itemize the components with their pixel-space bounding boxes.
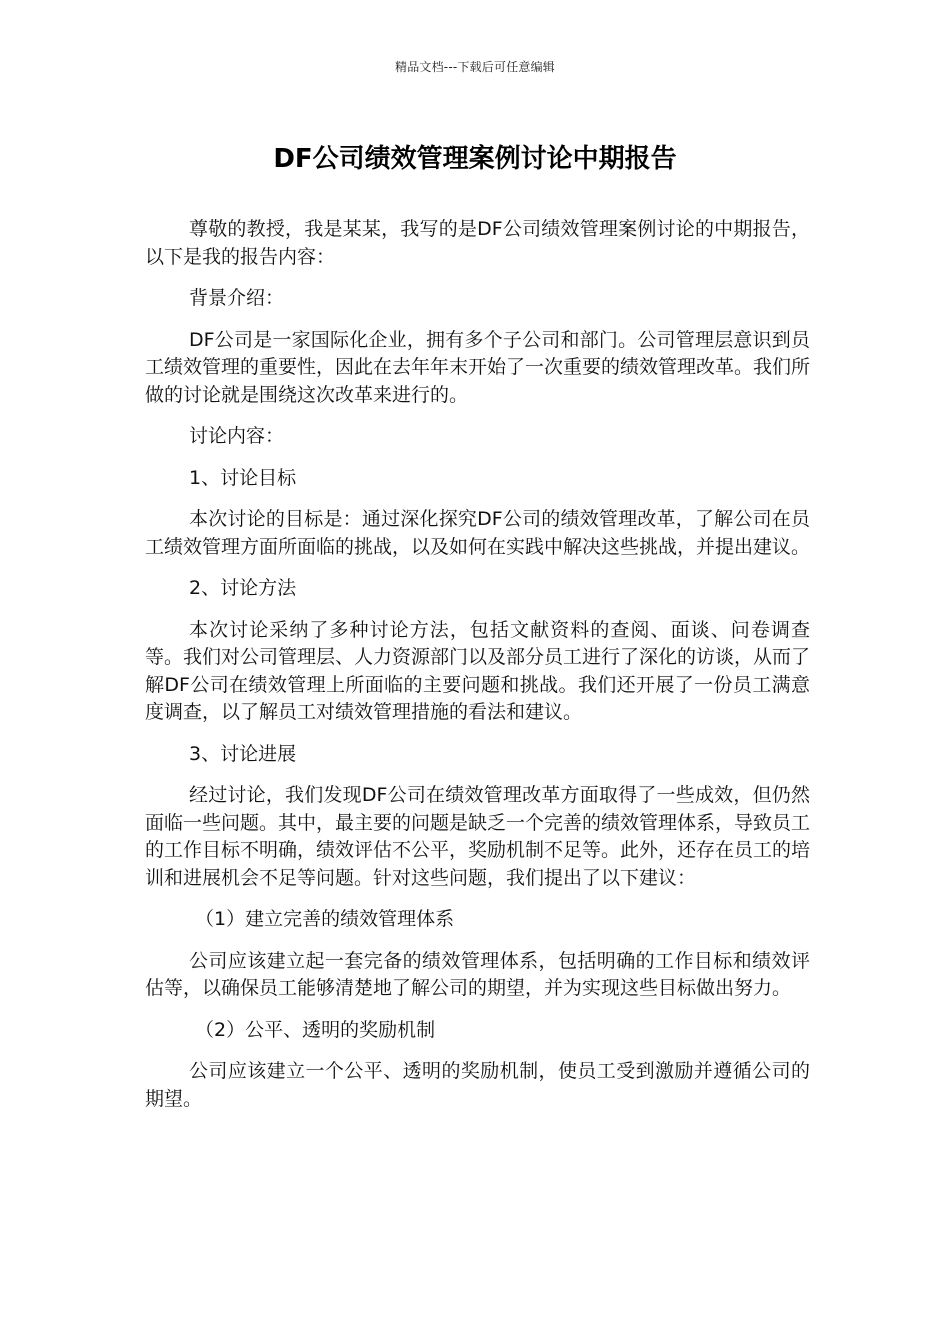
document-body <box>145 216 810 1127</box>
heading-discussion-goal: 1、讨论目标 <box>189 466 297 489</box>
paragraph-discussion-method: 本次讨论采纳了多种讨论方法，包括文献资料的查阅、面谈、问卷调查等。我们对公司管理层、人力资源部门以及部分员工进行了深化的访谈，从而了解DF公司在绩效管理上所面临的主要问题和挑战。我们还开展了一份员工满意度调查，以了解员工对绩效管理措施的看法和建议。 <box>145 618 811 723</box>
heading-discussion-method: 2、讨论方法 <box>189 577 297 599</box>
paragraph-suggestion-2: 公司应该建立一个公平、透明的奖励机制，使员工受到激励并遵循公司的期望。 <box>145 1060 810 1110</box>
suggestion-heading-1: （1）建立完善的绩效管理体系 <box>195 908 455 930</box>
heading-background: 背景介绍： <box>189 287 285 309</box>
heading-discussion-progress: 3、讨论进展 <box>189 742 297 765</box>
paragraph-discussion-goal: 本次讨论的目标是：通过深化探究DF公司的绩效管理改革，了解公司在员工绩效管理方面所面临的挑战，以及如何在实践中解决这些挑战，并提出建议。 <box>145 508 811 558</box>
page-header-note: 精品文档---下载后可任意编辑 <box>395 60 555 74</box>
paragraph-suggestion-1: 公司应该建立起一套完备的绩效管理体系，包括明确的工作目标和绩效评估等，以确保员工能够清楚地了解公司的期望，并为实现这些目标做出努力。 <box>145 949 810 999</box>
heading-discussion-content: 讨论内容： <box>189 425 285 447</box>
paragraph-background: DF公司是一家国际化企业，拥有多个子公司和部门。公司管理层意识到员工绩效管理的重要性，因此在去年年末开始了一次重要的绩效管理改革。我们所做的讨论就是围绕这次改革来进行的。 <box>145 328 811 406</box>
paragraph-greeting: 尊敬的教授，我是某某，我写的是DF公司绩效管理案例讨论的中期报告，以下是我的报告内容： <box>145 218 810 268</box>
paragraph-discussion-progress: 经过讨论，我们发现DF公司在绩效管理改革方面取得了一些成效，但仍然面临一些问题。其中，最主要的问题是缺乏一个完善的绩效管理体系，导致员工的工作目标不明确，绩效评估不公平，奖励机制不足等。此外，还存在员工的培训和进展机会不足等问题。针对这些问题，我们提出了以下建议： <box>145 784 811 889</box>
document-title: DF公司绩效管理案例讨论中期报告 <box>273 144 677 174</box>
suggestion-heading-2: （2）公平、透明的奖励机制 <box>195 1018 436 1041</box>
